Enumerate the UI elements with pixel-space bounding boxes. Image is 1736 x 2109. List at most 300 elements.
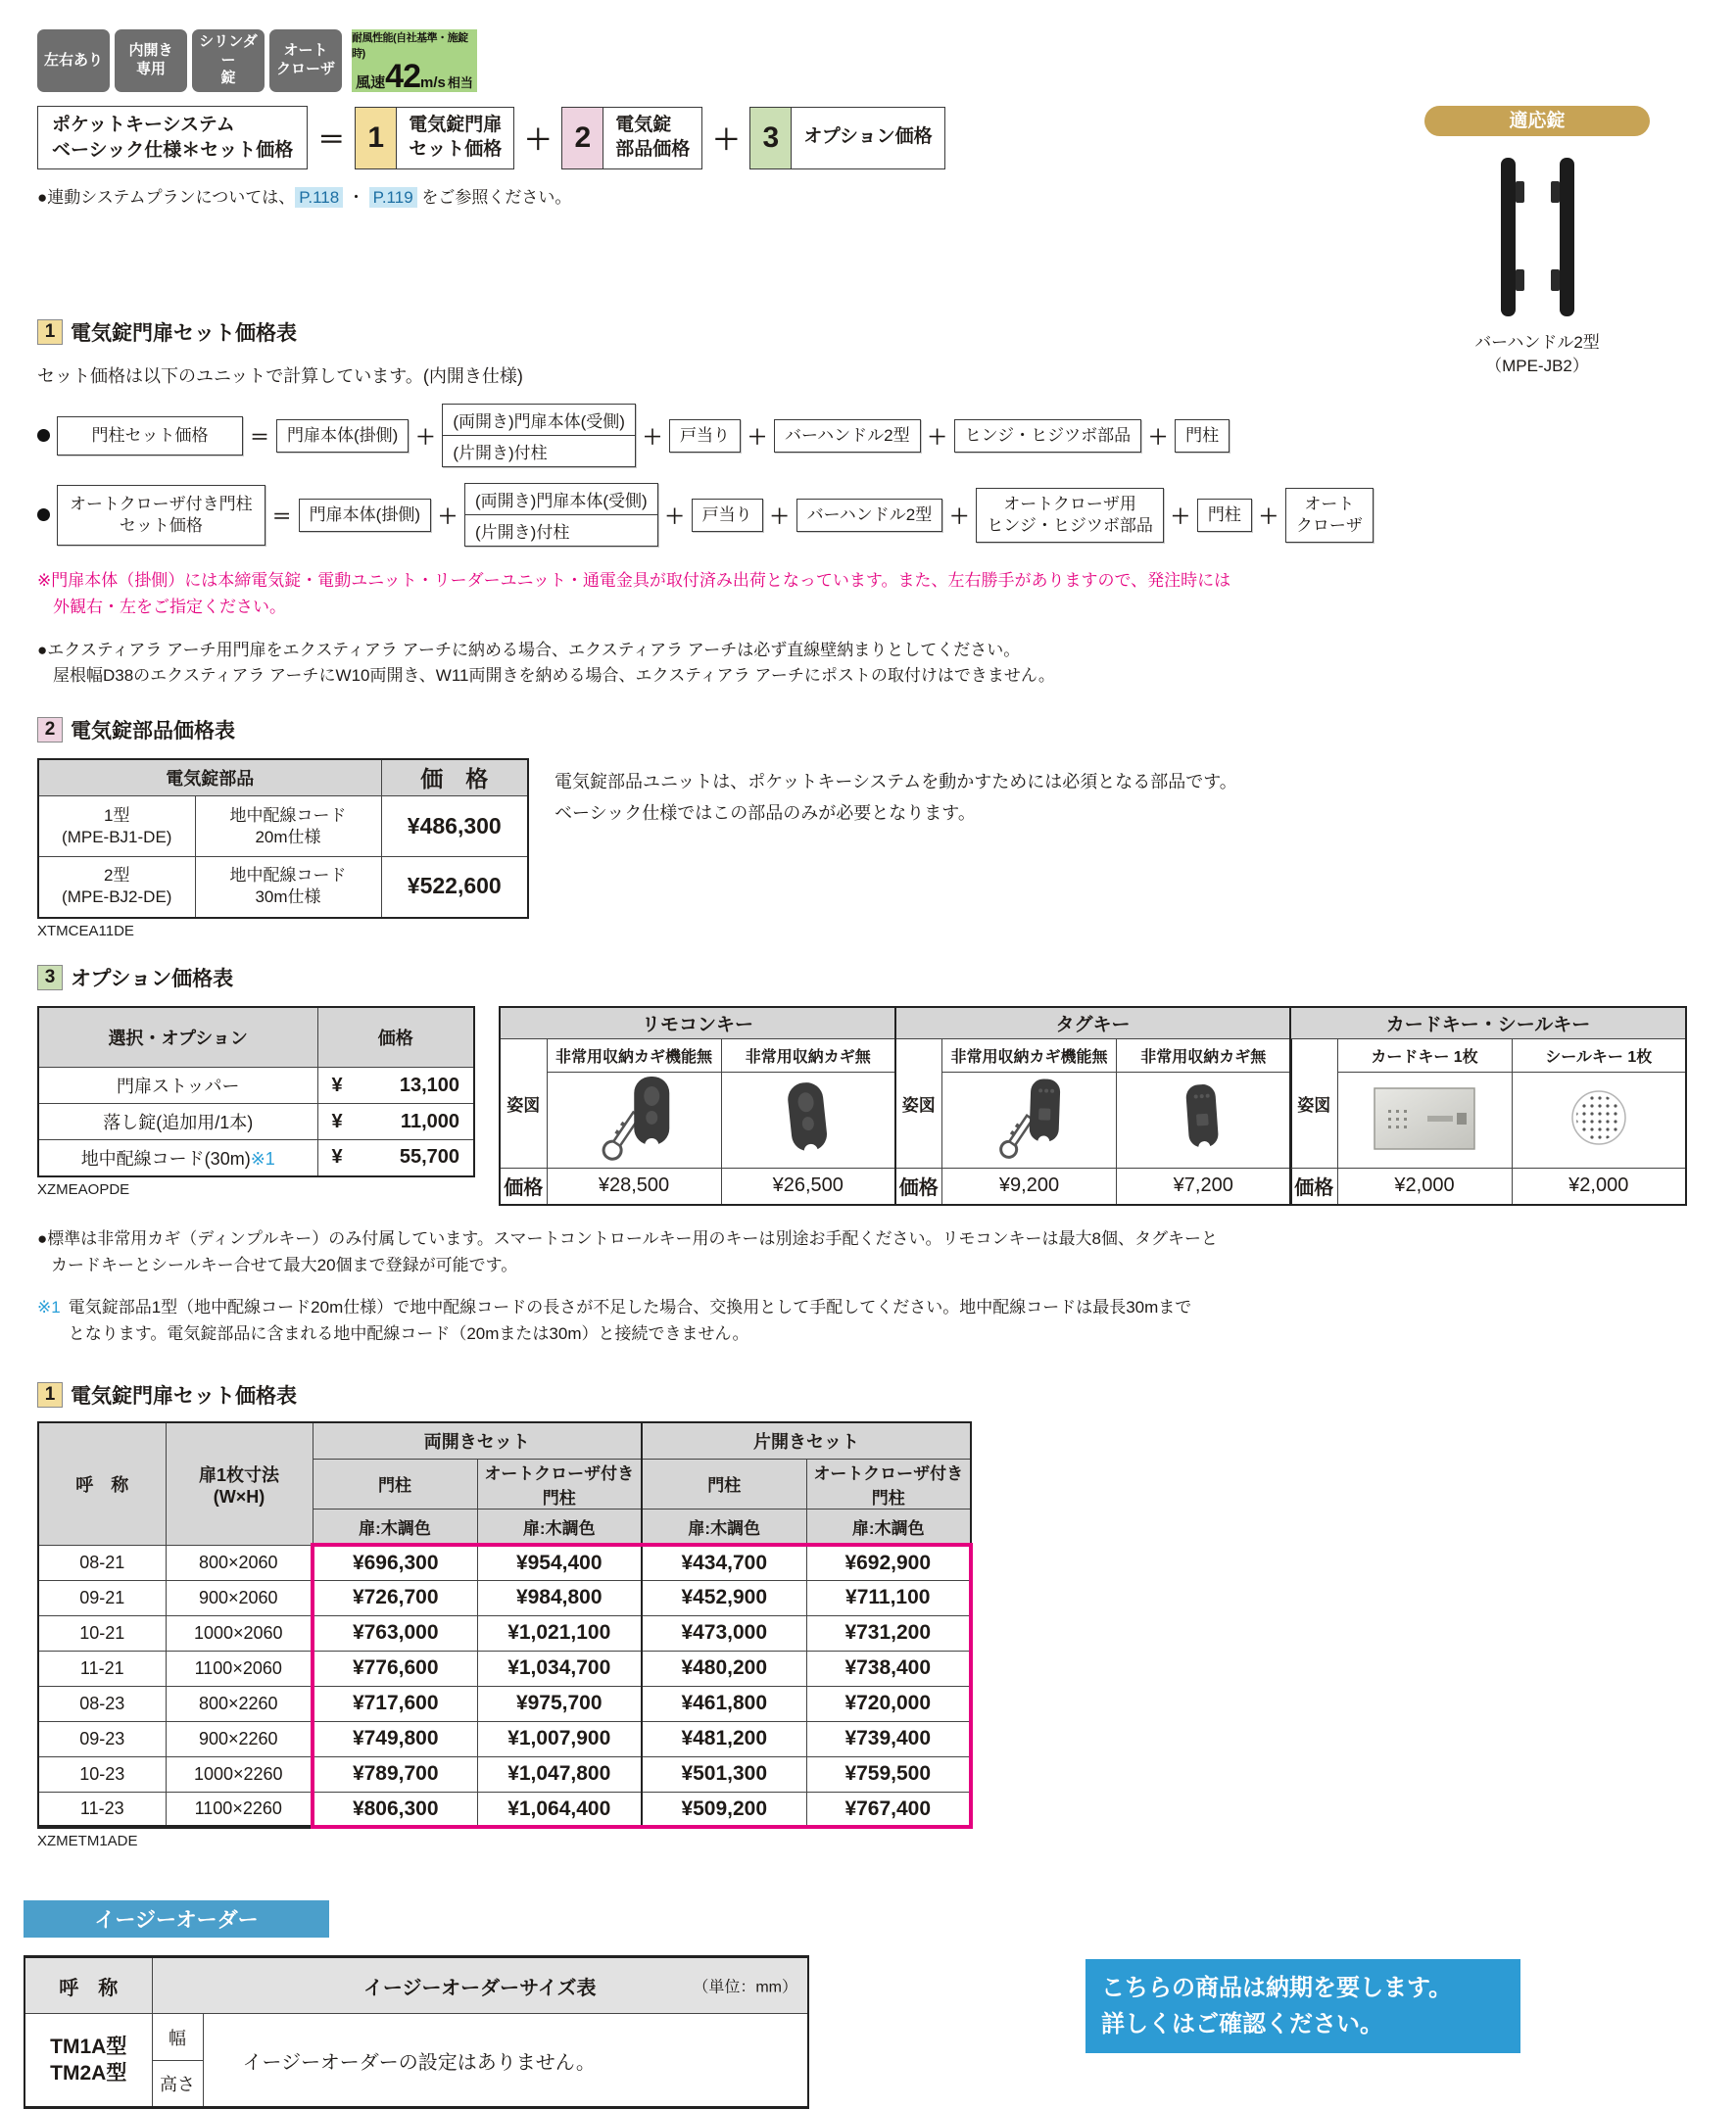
badge-label: 錠	[220, 70, 236, 87]
price-cell: ¥1,007,900	[477, 1721, 642, 1756]
gate-set-price-table	[37, 1421, 973, 1829]
figure-row	[1290, 1073, 1686, 1169]
formula-term-2	[561, 107, 702, 169]
figure-row	[895, 1073, 1291, 1169]
table-row	[38, 1545, 971, 1580]
price-cell: ¥26,500	[721, 1169, 895, 1205]
price-cell: ¥473,000	[642, 1615, 806, 1651]
figure-cell	[1337, 1073, 1512, 1169]
part-spec-cell	[195, 857, 381, 918]
price-cell: ¥9,200	[942, 1169, 1117, 1205]
table-row	[38, 1686, 971, 1721]
yen-sign: ¥	[331, 1110, 343, 1132]
applicable-lock-title: 適応錠	[1424, 106, 1650, 136]
plus-sign: ＋	[415, 427, 436, 450]
note-text: ●連動システムプランについては、	[37, 188, 296, 208]
price-cell: ¥720,000	[806, 1686, 971, 1721]
col-header-pillar: 門柱	[313, 1459, 477, 1509]
formula-name: 門柱セット価格	[57, 416, 243, 455]
price-cell: ¥749,800	[313, 1721, 477, 1756]
key-registration-note	[37, 1225, 1707, 1278]
equals-sign: ＝	[271, 506, 292, 529]
price-cell: ¥717,600	[313, 1686, 477, 1721]
col-header-door-color: 扉:木調色	[806, 1509, 971, 1545]
section1-number-icon: 1	[37, 319, 63, 345]
page-ref-118[interactable]: P.118	[295, 187, 343, 208]
product-code: XTMCEA11DE	[37, 922, 134, 939]
model-cell	[24, 2014, 152, 2108]
price-cell: ¥954,400	[477, 1545, 642, 1580]
table-header-row	[38, 759, 528, 796]
section3-body	[37, 1006, 1707, 1206]
formula-term	[976, 488, 1164, 543]
col-header-pillar: 門柱	[642, 1459, 806, 1509]
wind-suffix: 相当	[447, 74, 473, 90]
col-header-product: 電気錠部品	[38, 759, 381, 796]
table-row	[38, 1721, 971, 1756]
price-cell: ¥522,600	[381, 857, 528, 918]
remote-key-group	[499, 1006, 896, 1206]
row-header-cell: 09-23	[38, 1721, 166, 1756]
term-label	[792, 108, 943, 168]
parts-price-table	[37, 758, 529, 919]
row-header-cell: 11-23	[38, 1792, 166, 1827]
note-line: ●エクスティアラ アーチ用門扉をエクスティアラ アーチに納める場合、エクスティアラ アーチは必ず直線壁納まりとしてください。	[37, 640, 1021, 659]
shipping-warning	[37, 568, 1707, 620]
part-spec: 地中配線コード	[229, 805, 347, 825]
wind-value	[356, 57, 473, 95]
table-header-row	[24, 1957, 808, 2014]
price-cell: ¥1,047,800	[477, 1756, 642, 1792]
price-cell: ¥738,400	[806, 1651, 971, 1686]
price-cell: ¥696,300	[313, 1545, 477, 1580]
table-row	[38, 1651, 971, 1686]
table-row	[38, 1792, 971, 1827]
price-cell: ¥776,600	[313, 1651, 477, 1686]
section3-heading	[37, 963, 1707, 992]
figure-cell	[547, 1073, 721, 1169]
formula-term: バーハンドル2型	[774, 419, 921, 453]
warning-line: ※門扉本体（掛側）には本締電気錠・電動ユニット・リーダーユニット・通電金具が取付済み出荷となっています。また、左右勝手がありますので、発注時には	[37, 571, 1231, 591]
group-header-single: 片開きセット	[642, 1422, 971, 1459]
note-text: ・	[343, 188, 369, 208]
applicable-lock-block	[1424, 106, 1650, 378]
figure-row	[500, 1073, 895, 1169]
row-header-cell: 1000×2060	[166, 1615, 313, 1651]
footnote-body	[69, 1294, 1192, 1347]
col-header-autocloser-pillar: オートクローザ付き門柱	[477, 1459, 642, 1509]
row-header-cell: 08-23	[38, 1686, 166, 1721]
price-cell: ¥984,800	[477, 1580, 642, 1615]
formula-term: 門柱	[1197, 499, 1252, 532]
price-cell: ¥975,700	[477, 1686, 642, 1721]
group-title-row	[895, 1007, 1291, 1039]
bullet-icon	[37, 429, 50, 442]
note-line: 電気錠部品1型（地中配線コード20m仕様）で地中配線コードの長さが不足した場合、交換用として手配してください。地中配線コードは最長30mまで	[68, 1298, 1192, 1318]
formula-term: 門扉本体(掛側)	[299, 499, 431, 532]
handle-model: （MPE-JB2）	[1485, 356, 1589, 375]
group-title-row	[1290, 1007, 1686, 1039]
term-label-line: 電気錠門扉	[409, 114, 503, 135]
dimension-height-label: 高さ	[152, 2061, 203, 2108]
table-row	[38, 857, 528, 918]
price-cell	[317, 1140, 474, 1176]
plus-sign: ＋	[1170, 506, 1190, 529]
unit-label: （単位：mm）	[693, 1979, 797, 1996]
plus-sign: ＋	[438, 506, 458, 529]
col-header-size-table	[152, 1957, 808, 2014]
table-body	[38, 1545, 971, 1827]
formula-term: バーハンドル2型	[796, 499, 943, 532]
table-head	[38, 1422, 971, 1545]
part-model: (MPE-BJ1-DE)	[62, 827, 172, 846]
size-header-line: 扉1枚寸法	[198, 1464, 279, 1485]
badge-label: シリンダー	[199, 32, 258, 69]
tag-key-with-emergency-key-icon	[976, 1070, 1083, 1172]
formula-term-line: オート	[1304, 494, 1355, 513]
part-type-cell	[38, 857, 195, 918]
easy-order-banner: イージーオーダー	[24, 1900, 329, 1938]
stacked-top: (両開き)門扉本体(受側)	[443, 405, 635, 436]
variant-header: 非常用収納カギ無	[721, 1039, 895, 1073]
formula-term: 戸当り	[669, 419, 741, 453]
bar-handle-image	[1424, 154, 1650, 325]
equals-sign: ＝	[317, 123, 346, 155]
model-name: TM2A型	[50, 2062, 127, 2085]
plus-sign: ＋	[1258, 506, 1278, 529]
formula-term	[1285, 488, 1374, 543]
key-option-tables	[499, 1006, 1687, 1206]
section2-heading	[37, 715, 1707, 744]
price-value: 55,700	[399, 1146, 459, 1169]
group-title: タグキー	[895, 1007, 1291, 1039]
size-table-title: イージーオーダーサイズ表	[362, 1977, 597, 1999]
price-cell: ¥1,034,700	[477, 1651, 642, 1686]
remote-key-with-emergency-key-icon	[578, 1067, 690, 1174]
size-header-line: (W×H)	[213, 1486, 265, 1507]
section1-title: 電気錠門扉セット価格表	[71, 322, 297, 346]
option-label-cell	[38, 1104, 317, 1140]
part-spec-cell	[195, 796, 381, 857]
price-cell: ¥509,200	[642, 1792, 806, 1827]
badge-cylinder-lock	[192, 29, 265, 92]
plus-sign: ＋	[642, 427, 662, 450]
figure-cell	[942, 1073, 1117, 1169]
price-row-label: 価格	[1290, 1169, 1337, 1205]
notice-line: こちらの商品は納期を要します。	[1101, 1974, 1453, 2001]
price-cell: ¥501,300	[642, 1756, 806, 1792]
option-label: 門扉ストッパー	[117, 1077, 240, 1097]
col-header-door-color: 扉:木調色	[642, 1509, 806, 1545]
section1-intro: セット価格は以下のユニットで計算しています。(内開き仕様)	[37, 366, 523, 387]
option-label: 落し錠(追加用/1本)	[103, 1113, 254, 1133]
price-cell: ¥481,200	[642, 1721, 806, 1756]
table-row	[38, 796, 528, 857]
price-cell: ¥434,700	[642, 1545, 806, 1580]
model-name: TM1A型	[50, 2036, 127, 2059]
price-row	[500, 1169, 895, 1205]
section2-number-icon: 2	[37, 717, 63, 743]
formula-term: 門柱	[1175, 419, 1230, 453]
header-row-groups	[38, 1422, 971, 1459]
price-row-label: 価格	[500, 1169, 547, 1205]
price-cell	[317, 1068, 474, 1104]
formula-term-3	[749, 107, 944, 169]
col-header-price: 価 格	[381, 759, 528, 796]
badge-left-right	[37, 29, 110, 92]
price-cell: ¥789,700	[313, 1756, 477, 1792]
tag-key-group	[894, 1006, 1292, 1206]
price-cell: ¥739,400	[806, 1721, 971, 1756]
group-title: カードキー・シールキー	[1290, 1007, 1686, 1039]
price-cell: ¥1,021,100	[477, 1615, 642, 1651]
formula-name-line: オートクローザ付き門柱	[70, 494, 253, 513]
price-row	[895, 1169, 1291, 1205]
part-spec: 20m仕様	[255, 827, 321, 846]
col-header-price: 価格	[317, 1007, 474, 1068]
variant-header: 非常用収納カギ無	[1117, 1039, 1291, 1073]
term-number: 1	[356, 108, 397, 168]
plus-sign: ＋	[769, 506, 790, 529]
part-type: 1型	[104, 805, 130, 825]
section3-title: オプション価格表	[71, 967, 234, 990]
formula-term: 門扉本体(掛側)	[276, 419, 409, 453]
delivery-notice-box	[1085, 1959, 1520, 2053]
option-price-table-block	[37, 1006, 475, 1198]
card-seal-key-group	[1289, 1006, 1687, 1206]
price-cell: ¥692,900	[806, 1545, 971, 1580]
system-price-box	[37, 106, 308, 169]
formula-term-stacked	[464, 483, 658, 547]
row-header-cell: 1100×2060	[166, 1651, 313, 1686]
badge-auto-closer	[269, 29, 342, 92]
wind-performance-badge	[352, 29, 477, 95]
figure-row-label: 姿図	[895, 1039, 942, 1169]
badge-label: オート	[283, 42, 328, 60]
figure-row-label: 姿図	[500, 1039, 547, 1169]
section3-number-icon: 3	[37, 965, 63, 990]
price-row-label: 価格	[895, 1169, 942, 1205]
price-cell: ¥731,200	[806, 1615, 971, 1651]
option-label-cell	[38, 1068, 317, 1104]
yen-sign: ¥	[331, 1074, 343, 1096]
wind-number: 42	[385, 57, 420, 95]
warning-line: 外観右・左をご指定ください。	[53, 597, 286, 616]
unit-formula-pillar-set	[37, 404, 1707, 467]
table-row	[38, 1068, 474, 1104]
description-line: ベーシック仕様ではこの部品のみが必要となります。	[555, 803, 976, 824]
formula-name-line: セット価格	[119, 515, 203, 535]
table-row	[38, 1104, 474, 1140]
footnote-mark: ※1	[250, 1148, 275, 1169]
formula-term: 戸当り	[692, 499, 763, 532]
wind-title: 耐風性能(自社基準・施錠時)	[352, 31, 468, 60]
price-cell: ¥759,500	[806, 1756, 971, 1792]
formula-term: ヒンジ・ヒジツボ部品	[954, 419, 1142, 453]
parts-price-table-block	[37, 758, 529, 939]
col-header-name: 呼 称	[38, 1422, 166, 1545]
parts-description	[555, 758, 1237, 830]
price-cell: ¥806,300	[313, 1792, 477, 1827]
price-cell: ¥763,000	[313, 1615, 477, 1651]
price-cell: ¥461,800	[642, 1686, 806, 1721]
term-number: 3	[750, 108, 792, 168]
term-label-line: セット価格	[409, 138, 503, 160]
notice-line: 詳しくはご確認ください。	[1101, 2011, 1383, 2037]
product-code: XZMEAOPDE	[37, 1180, 130, 1198]
stacked-bottom: (片開き)付柱	[453, 444, 548, 463]
section2-title: 電気錠部品価格表	[71, 719, 235, 743]
price-cell	[317, 1104, 474, 1140]
formula-term-line: クローザ	[1295, 515, 1363, 535]
row-header-cell: 10-23	[38, 1756, 166, 1792]
plus-sign: ＋	[524, 123, 553, 155]
price-row	[1290, 1169, 1686, 1205]
card-key-icon	[1367, 1078, 1482, 1157]
plus-sign: ＋	[747, 427, 767, 450]
price-cell: ¥452,900	[642, 1580, 806, 1615]
option-price-table	[37, 1006, 475, 1177]
option-label-cell	[38, 1140, 317, 1176]
bar-handle-icon	[1473, 154, 1601, 320]
formula-term-line: ヒンジ・ヒジツボ部品	[987, 515, 1153, 535]
price-cell: ¥2,000	[1512, 1169, 1686, 1205]
main-table-title: 電気錠門扉セット価格表	[71, 1385, 297, 1409]
row-header-cell: 800×2060	[166, 1545, 313, 1580]
table-row	[38, 1140, 474, 1176]
plus-sign: ＋	[712, 123, 741, 155]
price-value: 13,100	[399, 1074, 459, 1096]
term-label	[397, 108, 513, 168]
tag-key-icon	[1165, 1074, 1241, 1166]
handle-name: バーハンドル2型	[1474, 333, 1600, 352]
term-label-line: 部品価格	[615, 138, 691, 160]
group-title: リモコンキー	[500, 1007, 895, 1039]
stacked-top: (両開き)門扉本体(受側)	[465, 484, 657, 515]
note-text: をご参照ください。	[416, 188, 572, 208]
table-header-row	[38, 1007, 474, 1068]
section2-body	[37, 758, 1707, 939]
row-header-cell: 09-21	[38, 1580, 166, 1615]
term-label-line: 電気錠	[615, 114, 672, 135]
price-cell: ¥486,300	[381, 796, 528, 857]
yen-sign: ¥	[331, 1146, 343, 1169]
badge-label: クローザ	[275, 61, 335, 77]
formula-term-line: オートクローザ用	[1003, 494, 1136, 513]
col-header-name: 呼 称	[24, 1957, 152, 2014]
option-label: 地中配線コード(30m)	[80, 1148, 251, 1169]
note-line: となります。電気錠部品に含まれる地中配線コード（20mまたは30m）と接続できません。	[68, 1324, 749, 1344]
group-header-double: 両開きセット	[313, 1422, 642, 1459]
description-line: 電気錠部品ユニットは、ポケットキーシステムを動かすためには必須となる部品です。	[555, 771, 1237, 791]
table-row	[38, 1580, 971, 1615]
figure-cell	[721, 1073, 895, 1169]
wind-prefix: 風速	[356, 73, 386, 91]
main-table-heading	[37, 1380, 1707, 1410]
row-header-cell: 10-21	[38, 1615, 166, 1651]
arch-note	[37, 638, 1707, 690]
plus-sign: ＋	[949, 506, 970, 529]
group-subheader-row	[1290, 1039, 1686, 1073]
remote-key-icon	[767, 1072, 848, 1169]
term-label-line: オプション価格	[803, 126, 933, 148]
col-header-door-color: 扉:木調色	[313, 1509, 477, 1545]
price-cell: ¥1,064,400	[477, 1792, 642, 1827]
figure-cell	[1117, 1073, 1291, 1169]
figure-row-label: 姿図	[1290, 1039, 1337, 1169]
easy-order-content: イージーオーダーの設定はありません。	[203, 2014, 808, 2108]
stacked-bottom: (片開き)付柱	[475, 523, 570, 543]
unit-formula-autocloser-set	[37, 483, 1707, 547]
row-header-cell: 900×2060	[166, 1580, 313, 1615]
bar-handle-caption	[1424, 331, 1650, 378]
main-table-number-icon: 1	[37, 1382, 63, 1408]
figure-cell	[1512, 1073, 1686, 1169]
price-cell: ¥2,000	[1337, 1169, 1512, 1205]
price-value: 11,000	[400, 1110, 459, 1132]
equals-sign: ＝	[250, 427, 269, 450]
variant-header: シールキー 1枚	[1512, 1039, 1686, 1073]
product-code: XZMETM1ADE	[37, 1833, 138, 1850]
row-header-cell: 1100×2260	[166, 1792, 313, 1827]
variant-header: カードキー 1枚	[1337, 1039, 1512, 1073]
price-cell: ¥28,500	[547, 1169, 721, 1205]
col-header-size	[166, 1422, 313, 1545]
plus-sign: ＋	[927, 427, 947, 450]
row-header-cell: 800×2260	[166, 1686, 313, 1721]
note-line: ●標準は非常用カギ（ディンプルキー）のみ付属しています。スマートコントロールキー用のキーは別途お手配ください。リモコンキーは最大8個、タグキーと	[37, 1228, 1218, 1248]
note-line: カードキーとシールキー合せて最大20個まで登録が可能です。	[51, 1255, 518, 1274]
table-row	[38, 1615, 971, 1651]
formula-term-1	[355, 107, 514, 169]
formula-term-stacked	[442, 404, 636, 467]
part-type: 2型	[104, 866, 130, 886]
easy-order-table	[24, 1955, 809, 2109]
bullet-icon	[37, 508, 50, 521]
col-header-door-color: 扉:木調色	[477, 1509, 642, 1545]
table-row	[24, 2014, 808, 2061]
term-label	[603, 108, 701, 168]
row-header-cell: 08-21	[38, 1545, 166, 1580]
price-cell: ¥767,400	[806, 1792, 971, 1827]
group-subheader-row	[500, 1039, 895, 1073]
wiring-cord-footnote	[37, 1294, 1707, 1347]
row-header-cell: 900×2260	[166, 1721, 313, 1756]
col-header-autocloser-pillar: オートクローザ付き門柱	[806, 1459, 971, 1509]
price-cell: ¥7,200	[1117, 1169, 1291, 1205]
part-spec: 30m仕様	[255, 887, 321, 907]
note-line: 屋根幅D38のエクスティアラ アーチにW10両開き、W11両開きを納める場合、エクスティアラ アーチにポストの取付けはできません。	[53, 666, 1055, 686]
price-cell: ¥480,200	[642, 1651, 806, 1686]
system-name: ポケットキーシステム	[52, 115, 235, 135]
col-header-option: 選択・オプション	[38, 1007, 317, 1068]
row-header-cell: 1000×2260	[166, 1756, 313, 1792]
row-header-cell: 11-21	[38, 1651, 166, 1686]
part-model: (MPE-BJ2-DE)	[62, 887, 172, 907]
badge-inward-opening	[115, 29, 187, 92]
table-row	[38, 1756, 971, 1792]
wind-unit: m/s	[419, 73, 446, 91]
plus-sign: ＋	[1148, 427, 1169, 450]
page-ref-119[interactable]: P.119	[369, 187, 417, 208]
formula-name	[57, 485, 265, 546]
variant-header: 非常用収納カギ機能無	[942, 1039, 1117, 1073]
price-cell: ¥711,100	[806, 1580, 971, 1615]
badge-label: 専用	[135, 61, 166, 77]
seal-key-icon	[1565, 1078, 1633, 1157]
part-type-cell	[38, 796, 195, 857]
part-spec: 地中配線コード	[229, 866, 347, 886]
